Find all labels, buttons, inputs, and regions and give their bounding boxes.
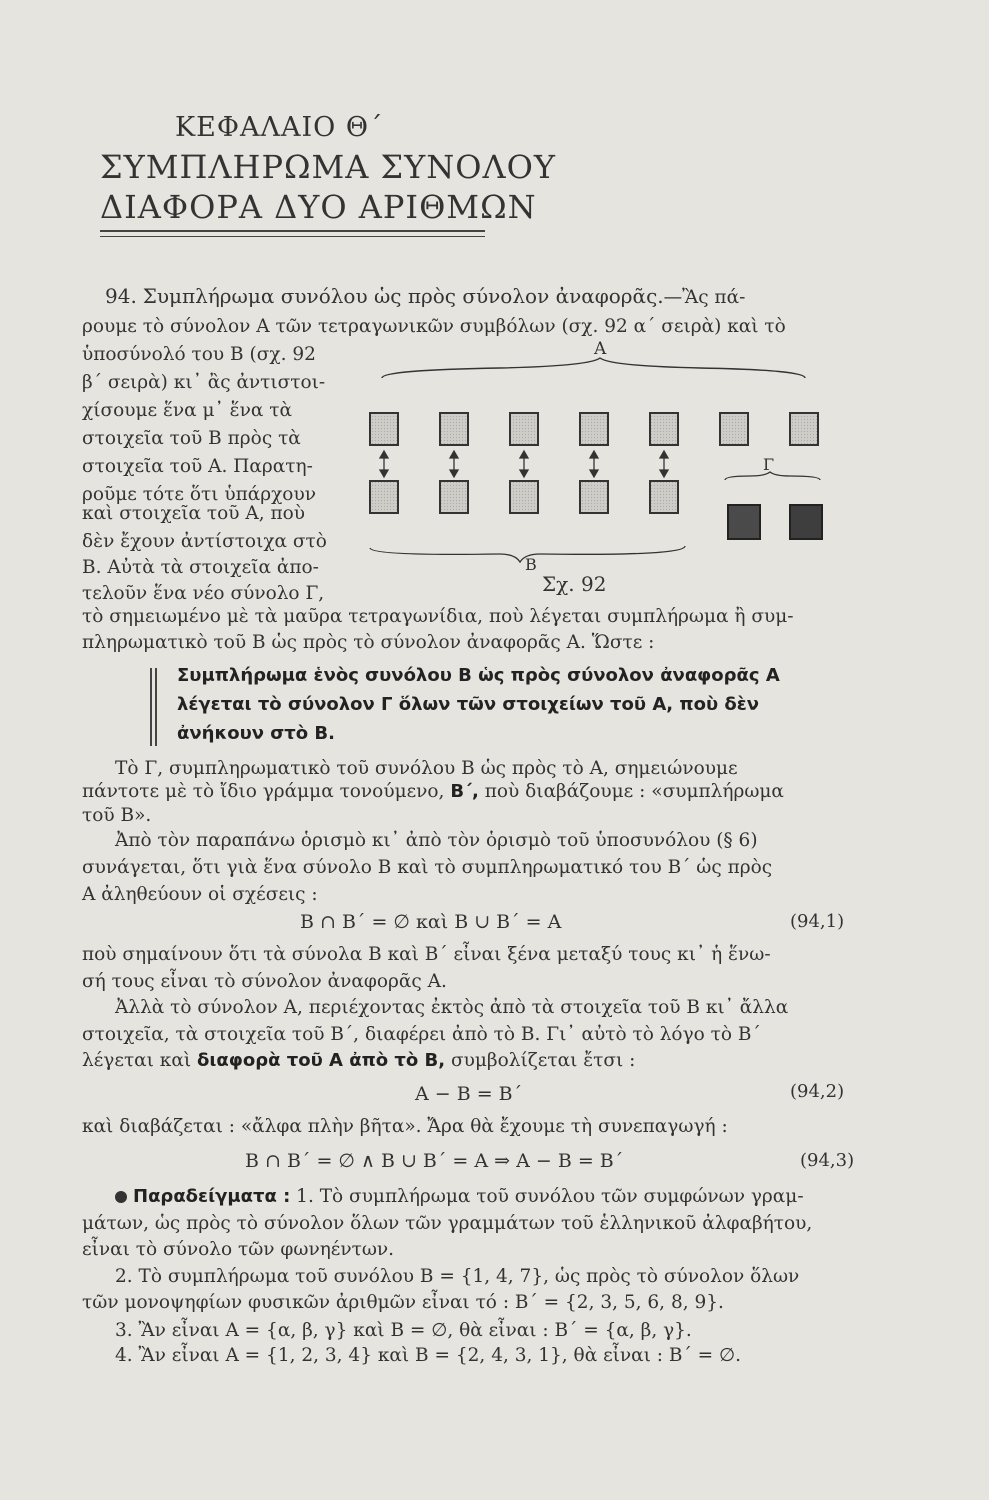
text-line: Τὸ Γ, συμπληρωματικὸ τοῦ συνόλου Β ὡς πρὸς τὸ Α, σημειώνουμε xyxy=(115,758,738,779)
text-line: εἶναι τὸ σύνολο τῶν φωνηέντων. xyxy=(82,1239,395,1260)
formula-94-3: Β ∩ Β΄ = ∅ ∧ Β ∪ Β΄ = Α ⇒ Α − Β = Β΄ xyxy=(245,1150,624,1172)
equation-number: (94,3) xyxy=(800,1150,855,1171)
example-2-line: 2. Τὸ συμπλήρωμα τοῦ συνόλου Β = {1, 4, 7}, ὡς πρὸς τὸ σύνολον ὅλων xyxy=(115,1266,800,1287)
square-a4 xyxy=(580,413,608,445)
equation-number: (94,1) xyxy=(790,911,845,932)
example-3-line: 3. Ἂν εἶναι Α = {α, β, γ} καὶ Β = ∅, θὰ εἶναι : Β΄ = {α, β, γ}. xyxy=(115,1320,692,1341)
text-line: τελοῦν ἕνα νέο σύνολο Γ, xyxy=(82,583,325,604)
text-line: ὑποσύνολό του Β (σχ. 92 xyxy=(82,344,316,365)
text-line: τοῦ Β». xyxy=(82,805,152,826)
section-intro: —Ἂς πά- xyxy=(663,287,746,308)
section-title: Συμπλήρωμα συνόλου ὡς πρὸς σύνολον ἀναφορᾶς. xyxy=(142,284,664,308)
definition-bar xyxy=(150,668,157,746)
text-line: ποὺ σημαίνουν ὅτι τὰ σύνολα Β καὶ Β΄ εἶναι ξένα μεταξύ τους κι᾽ ἡ ἕνω- xyxy=(82,944,771,965)
formula-94-1: Β ∩ Β΄ = ∅ καὶ Β ∪ Β΄ = Α xyxy=(300,911,562,933)
chapter-label: ΚΕΦΑΛΑΙΟ Θ΄ xyxy=(175,112,384,143)
text-line: τῶν μονοψηφίων φυσικῶν ἀριθμῶν εἶναι τό : Β΄ = {2, 3, 5, 6, 8, 9}. xyxy=(82,1292,724,1313)
label-g: Γ xyxy=(763,455,775,474)
text-span: λέγεται καὶ xyxy=(82,1050,192,1071)
square-b4 xyxy=(580,481,608,513)
title-rule-thick xyxy=(100,230,485,232)
text-line: Α ἀληθεύουν οἱ σχέσεις : xyxy=(82,884,318,905)
label-a: Α xyxy=(594,340,607,359)
examples-title: Παραδείγματα : xyxy=(133,1186,291,1207)
example-4-line: 4. Ἂν εἶναι Α = {1, 2, 3, 4} καὶ Β = {2, 4, 3, 1}, θὰ εἶναι : Β΄ = ∅. xyxy=(115,1345,742,1366)
bold-span: Β΄, xyxy=(450,781,479,802)
section-number: 94. xyxy=(105,284,137,308)
text-line: καὶ διαβάζεται : «ἄλφα πλὴν βῆτα». Ἄρα θὰ ἔχουμε τὴ συνεπαγωγή : xyxy=(82,1116,728,1137)
square-a5 xyxy=(650,413,678,445)
chapter-title-line-2: ΔΙΑΦΟΡΑ ΔΥΟ ΑΡΙΘΜΩΝ xyxy=(100,188,537,226)
text-line: πληρωματικὸ τοῦ Β ὡς πρὸς τὸ σύνολον ἀναφορᾶς Α. Ὥστε : xyxy=(82,632,655,653)
text-line: τὸ σημειωμένο μὲ τὰ μαῦρα τετραγωνίδια, ποὺ λέγεται συμπλήρωμα ἢ συμ- xyxy=(82,606,794,627)
text-line: Ἀπὸ τὸν παραπάνω ὁρισμὸ κι᾽ ἀπὸ τὸν ὁρισμὸ τοῦ ὑποσυνόλου (§ 6) xyxy=(115,830,758,851)
text-line: Β. Αὐτὰ τὰ στοιχεῖα ἀπο- xyxy=(82,557,319,578)
text-line: μάτων, ὡς πρὸς τὸ σύνολον ὅλων τῶν γραμμάτων τοῦ ἑλληνικοῦ ἀλφαβήτου, xyxy=(82,1213,813,1234)
square-g1 xyxy=(728,505,760,539)
text-line: στοιχεῖα, τὰ στοιχεῖα τοῦ Β΄, διαφέρει ἀπὸ τὸ Β. Γι᾽ αὐτὸ τὸ λόγο τὸ Β΄ xyxy=(82,1024,761,1045)
text-span: πάντοτε μὲ τὸ ἴδιο γράμμα τονούμενο, xyxy=(82,781,445,802)
definition-line: ἀνήκουν στὸ Β. xyxy=(177,723,335,744)
example-1-text: 1. Τὸ συμπλήρωμα τοῦ συνόλου τῶν συμφώνων γραμ- xyxy=(296,1186,804,1207)
square-a3 xyxy=(510,413,538,445)
chapter-title-line-1: ΣΥΜΠΛΗΡΩΜΑ ΣΥΝΟΛΟΥ xyxy=(100,148,556,186)
brace-a xyxy=(382,358,805,378)
square-a7 xyxy=(790,413,818,445)
square-b3 xyxy=(510,481,538,513)
definition-line: Συμπλήρωμα ἑνὸς συνόλου Β ὡς πρὸς σύνολον ἀναφορᾶς Α xyxy=(177,665,780,686)
text-line: β΄ σειρὰ) κι᾽ ἂς ἀντιστοι- xyxy=(82,372,326,393)
bold-span: διαφορὰ τοῦ Α ἀπὸ τὸ Β, xyxy=(197,1050,446,1071)
square-b1 xyxy=(370,481,398,513)
definition-line: λέγεται τὸ σύνολον Γ ὅλων τῶν στοιχείων τοῦ Α, ποὺ δὲν xyxy=(177,694,760,715)
square-a2 xyxy=(440,413,468,445)
square-g2 xyxy=(790,505,822,539)
text-line: ρουμε τὸ σύνολον Α τῶν τετραγωνικῶν συμβόλων (σχ. 92 α΄ σειρὰ) καὶ τὸ xyxy=(82,316,786,337)
text-line xyxy=(82,1050,635,1071)
formula-94-2: Α − Β = Β΄ xyxy=(415,1083,523,1105)
square-b2 xyxy=(440,481,468,513)
text-line: δὲν ἔχουν ἀντίστοιχα στὸ xyxy=(82,531,327,552)
bullet-icon xyxy=(115,1191,127,1203)
text-line: στοιχεῖα τοῦ Α. Παρατη- xyxy=(82,456,313,477)
square-a1 xyxy=(370,413,398,445)
text-line xyxy=(82,781,784,802)
figure-caption: Σχ. 92 xyxy=(542,572,607,596)
text-line: συνάγεται, ὅτι γιὰ ἕνα σύνολο Β καὶ τὸ συμπληρωματικό του Β΄ ὡς πρὸς xyxy=(82,857,773,878)
label-b: Β xyxy=(525,555,537,574)
square-a6 xyxy=(720,413,748,445)
section-heading xyxy=(105,284,745,308)
figure-92 xyxy=(350,340,840,600)
examples-first-line xyxy=(115,1186,804,1207)
brace-g xyxy=(725,472,820,480)
text-span: συμβολίζεται ἔτσι : xyxy=(451,1050,636,1071)
text-line: σή τους εἶναι τὸ σύνολον ἀναφορᾶς Α. xyxy=(82,971,447,992)
text-span: ποὺ διαβάζουμε : «συμπλήρωμα xyxy=(484,781,784,802)
equation-number: (94,2) xyxy=(790,1081,845,1102)
text-line: στοιχεῖα τοῦ Β πρὸς τὰ xyxy=(82,428,301,449)
square-b5 xyxy=(650,481,678,513)
text-line: καὶ στοιχεῖα τοῦ Α, ποὺ xyxy=(82,503,306,524)
text-line: Ἀλλὰ τὸ σύνολον Α, περιέχοντας ἐκτὸς ἀπὸ τὰ στοιχεῖα τοῦ Β κι᾽ ἄλλα xyxy=(115,997,789,1018)
text-line: ροῦμε τότε ὅτι ὑπάρχουν xyxy=(82,484,316,505)
correspondence-arrows xyxy=(380,451,668,477)
text-line: χίσουμε ἕνα μ᾽ ἕνα τὰ xyxy=(82,400,292,421)
title-rule-thin xyxy=(100,236,485,237)
